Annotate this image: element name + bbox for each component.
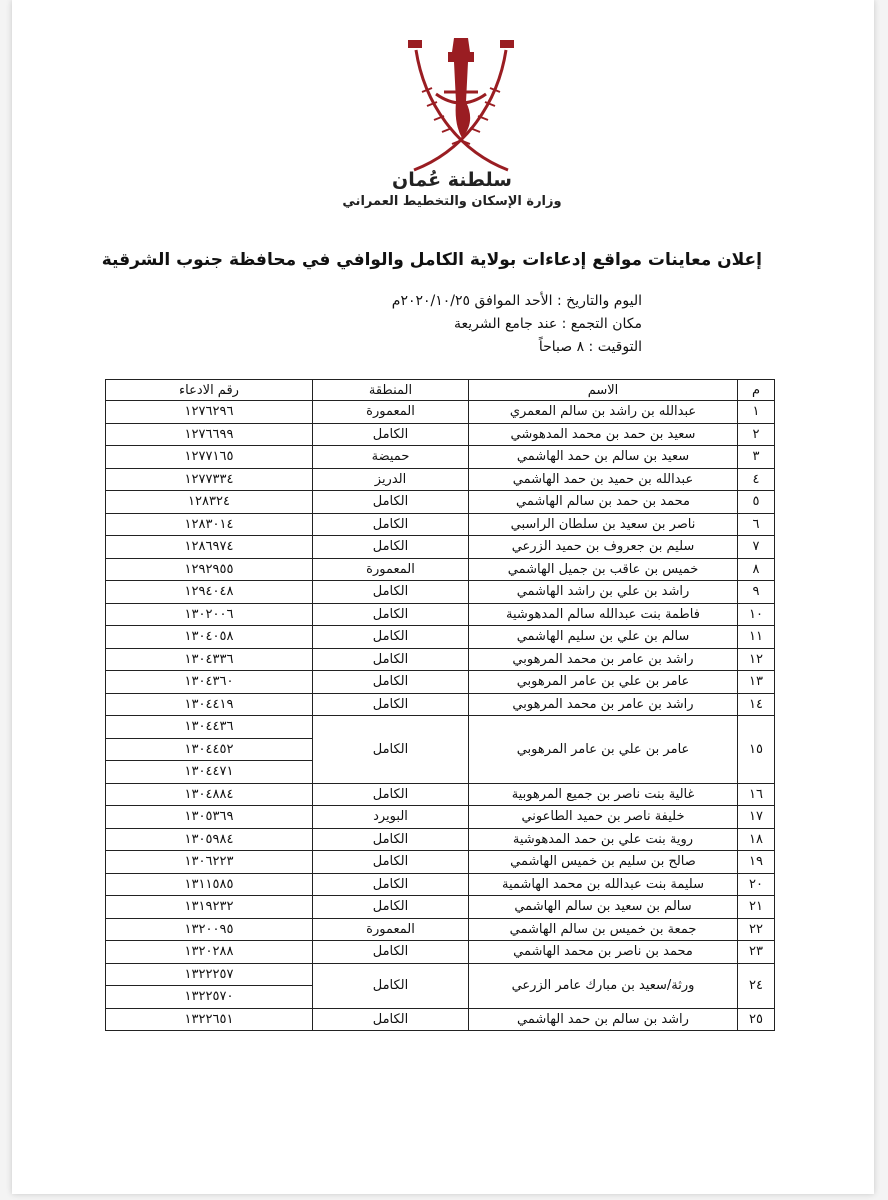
- cell-number: ١٨: [738, 828, 775, 851]
- claims-table: [105, 379, 775, 1031]
- table-row: [106, 558, 775, 581]
- time-line: التوقيت : ٨ صباحاً: [538, 339, 642, 355]
- cell-area: المعمورة: [313, 918, 469, 941]
- col-header-claim: رقم الادعاء: [106, 380, 313, 401]
- place-line: مكان التجمع : عند جامع الشريعة: [453, 316, 642, 332]
- col-header-name: الاسم: [469, 380, 738, 401]
- cell-claim-number: ١٣٠٤٤٣٦: [106, 716, 313, 739]
- cell-number: ١٣: [738, 671, 775, 694]
- page-title: إعلان معاينات مواقع إدعاءات بولاية الكامل والوافي في محافظة جنوب الشرقية: [101, 250, 762, 270]
- table-row: [106, 603, 775, 626]
- table-row: [106, 716, 775, 739]
- cell-claim-number: ١٣١١٥٨٥: [106, 873, 313, 896]
- table-row: [106, 626, 775, 649]
- cell-area: الكامل: [313, 873, 469, 896]
- table-row: [106, 1008, 775, 1031]
- cell-number: ٩: [738, 581, 775, 604]
- cell-claim-number: ١٢٧٧١٦٥: [106, 446, 313, 469]
- table-body: [106, 401, 775, 1031]
- ministry-brand: [332, 168, 572, 212]
- cell-claim-number: ١٣٠٦٢٢٣: [106, 851, 313, 874]
- cell-claim-number: ١٣٠٥٩٨٤: [106, 828, 313, 851]
- cell-number: ٨: [738, 558, 775, 581]
- cell-area: الكامل: [313, 963, 469, 1008]
- table-row: [106, 581, 775, 604]
- cell-area: الكامل: [313, 648, 469, 671]
- cell-claim-number: ١٣٢٠٢٨٨: [106, 941, 313, 964]
- cell-area: الكامل: [313, 581, 469, 604]
- cell-name: جمعة بن خميس بن سالم الهاشمي: [469, 918, 738, 941]
- cell-area: حميضة: [313, 446, 469, 469]
- cell-claim-number: ١٣٠٤٠٥٨: [106, 626, 313, 649]
- cell-number: ١٦: [738, 783, 775, 806]
- cell-name: محمد بن ناصر بن محمد الهاشمي: [469, 941, 738, 964]
- cell-claim-number: ١٣٢٢٢٥٧: [106, 963, 313, 986]
- cell-claim-number: ١٣٠٤٤٥٢: [106, 738, 313, 761]
- cell-claim-number: ١٢٨٣٠١٤: [106, 513, 313, 536]
- cell-name: محمد بن حمد بن سالم الهاشمي: [469, 491, 738, 514]
- table-row: [106, 423, 775, 446]
- cell-name: سليم بن جعروف بن حميد الزرعي: [469, 536, 738, 559]
- cell-claim-number: ١٣٢٠٠٩٥: [106, 918, 313, 941]
- cell-number: ٧: [738, 536, 775, 559]
- cell-claim-number: ١٣٠٤٤١٩: [106, 693, 313, 716]
- cell-number: ٢٤: [738, 963, 775, 1008]
- table-row: [106, 896, 775, 919]
- col-header-m: م: [738, 380, 775, 401]
- cell-name: سالم بن علي بن سليم الهاشمي: [469, 626, 738, 649]
- cell-area: الكامل: [313, 626, 469, 649]
- cell-area: الكامل: [313, 423, 469, 446]
- cell-name: خميس بن عاقب بن جميل الهاشمي: [469, 558, 738, 581]
- country-name: سلطنة عُمان: [392, 169, 512, 191]
- cell-area: الكامل: [313, 693, 469, 716]
- cell-name: عبدالله بن حميد بن حمد الهاشمي: [469, 468, 738, 491]
- cell-name: روية بنت علي بن حمد المدهوشية: [469, 828, 738, 851]
- meeting-info: [262, 290, 642, 359]
- cell-number: ١٤: [738, 693, 775, 716]
- table-row: [106, 648, 775, 671]
- table-row: [106, 828, 775, 851]
- cell-claim-number: ١٢٧٧٣٣٤: [106, 468, 313, 491]
- cell-name: غالية بنت ناصر بن جميع المرهوبية: [469, 783, 738, 806]
- table-row: [106, 671, 775, 694]
- cell-name: عامر بن علي بن عامر المرهوبي: [469, 671, 738, 694]
- cell-area: الكامل: [313, 851, 469, 874]
- date-line: اليوم والتاريخ : الأحد الموافق ٢٠٢٠/١٠/٢٥م: [391, 293, 642, 309]
- cell-area: الكامل: [313, 536, 469, 559]
- cell-number: ١١: [738, 626, 775, 649]
- table-header-row: [106, 380, 775, 401]
- cell-number: ٣: [738, 446, 775, 469]
- cell-area: البويرد: [313, 806, 469, 829]
- table-row: [106, 941, 775, 964]
- cell-area: الكامل: [313, 896, 469, 919]
- cell-number: ١٠: [738, 603, 775, 626]
- table-row: [106, 536, 775, 559]
- cell-claim-number: ١٣٠٢٠٠٦: [106, 603, 313, 626]
- cell-name: ناصر بن سعيد بن سلطان الراسبي: [469, 513, 738, 536]
- table-row: [106, 468, 775, 491]
- cell-claim-number: ١٢٧٦٢٩٦: [106, 401, 313, 424]
- cell-area: الكامل: [313, 491, 469, 514]
- cell-number: ٢١: [738, 896, 775, 919]
- table-row: [106, 918, 775, 941]
- table-row: [106, 693, 775, 716]
- cell-claim-number: ١٣٠٤٨٨٤: [106, 783, 313, 806]
- cell-area: الكامل: [313, 828, 469, 851]
- cell-claim-number: ١٣٠٤٤٧١: [106, 761, 313, 784]
- cell-number: ٥: [738, 491, 775, 514]
- cell-claim-number: ١٢٧٦٦٩٩: [106, 423, 313, 446]
- cell-name: راشد بن علي بن راشد الهاشمي: [469, 581, 738, 604]
- cell-claim-number: ١٣٠٤٣٣٦: [106, 648, 313, 671]
- cell-claim-number: ١٢٩٢٩٥٥: [106, 558, 313, 581]
- cell-claim-number: ١٣١٩٢٣٢: [106, 896, 313, 919]
- col-header-area: المنطقة: [313, 380, 469, 401]
- cell-number: ٢٠: [738, 873, 775, 896]
- document-page: [12, 0, 874, 1194]
- cell-number: ٢٣: [738, 941, 775, 964]
- cell-claim-number: ١٣٠٤٣٦٠: [106, 671, 313, 694]
- cell-name: سعيد بن حمد بن محمد المدهوشي: [469, 423, 738, 446]
- cell-claim-number: ١٢٨٣٢٤: [106, 491, 313, 514]
- cell-area: المعمورة: [313, 401, 469, 424]
- cell-claim-number: ١٢٨٦٩٧٤: [106, 536, 313, 559]
- cell-claim-number: ١٣٢٢٦٥١: [106, 1008, 313, 1031]
- table-row: [106, 851, 775, 874]
- cell-area: الكامل: [313, 513, 469, 536]
- table-row: [106, 963, 775, 986]
- table-row: [106, 873, 775, 896]
- cell-name: عامر بن علي بن عامر المرهوبي: [469, 716, 738, 784]
- cell-number: ١: [738, 401, 775, 424]
- cell-name: خليفة ناصر بن حميد الطاعوني: [469, 806, 738, 829]
- cell-area: الكامل: [313, 783, 469, 806]
- cell-name: راشد بن عامر بن محمد المرهوبي: [469, 693, 738, 716]
- cell-name: صالح بن سليم بن خميس الهاشمي: [469, 851, 738, 874]
- cell-name: ورثة/سعيد بن مبارك عامر الزرعي: [469, 963, 738, 1008]
- cell-name: عبدالله بن راشد بن سالم المعمري: [469, 401, 738, 424]
- cell-number: ٢: [738, 423, 775, 446]
- oman-emblem-icon: [396, 32, 526, 182]
- cell-number: ٤: [738, 468, 775, 491]
- cell-name: سليمة بنت عبدالله بن محمد الهاشمية: [469, 873, 738, 896]
- table-row: [106, 806, 775, 829]
- cell-number: ١٢: [738, 648, 775, 671]
- cell-name: سعيد بن سالم بن حمد الهاشمي: [469, 446, 738, 469]
- cell-area: الكامل: [313, 941, 469, 964]
- table-row: [106, 513, 775, 536]
- cell-number: ١٧: [738, 806, 775, 829]
- cell-name: راشد بن سالم بن حمد الهاشمي: [469, 1008, 738, 1031]
- cell-name: سالم بن سعيد بن سالم الهاشمي: [469, 896, 738, 919]
- cell-area: الكامل: [313, 671, 469, 694]
- ministry-name: وزارة الإسكان والتخطيط العمراني: [342, 194, 562, 209]
- cell-number: ١٩: [738, 851, 775, 874]
- cell-area: الدريز: [313, 468, 469, 491]
- cell-claim-number: ١٣٠٥٣٦٩: [106, 806, 313, 829]
- cell-area: الكامل: [313, 603, 469, 626]
- cell-number: ٦: [738, 513, 775, 536]
- cell-claim-number: ١٣٢٢٥٧٠: [106, 986, 313, 1009]
- table-row: [106, 446, 775, 469]
- cell-area: الكامل: [313, 1008, 469, 1031]
- cell-claim-number: ١٢٩٤٠٤٨: [106, 581, 313, 604]
- cell-number: ٢٥: [738, 1008, 775, 1031]
- table-row: [106, 491, 775, 514]
- cell-area: المعمورة: [313, 558, 469, 581]
- cell-number: ١٥: [738, 716, 775, 784]
- table-row: [106, 401, 775, 424]
- cell-number: ٢٢: [738, 918, 775, 941]
- cell-name: فاطمة بنت عبدالله سالم المدهوشية: [469, 603, 738, 626]
- table-row: [106, 783, 775, 806]
- cell-area: الكامل: [313, 716, 469, 784]
- cell-name: راشد بن عامر بن محمد المرهوبي: [469, 648, 738, 671]
